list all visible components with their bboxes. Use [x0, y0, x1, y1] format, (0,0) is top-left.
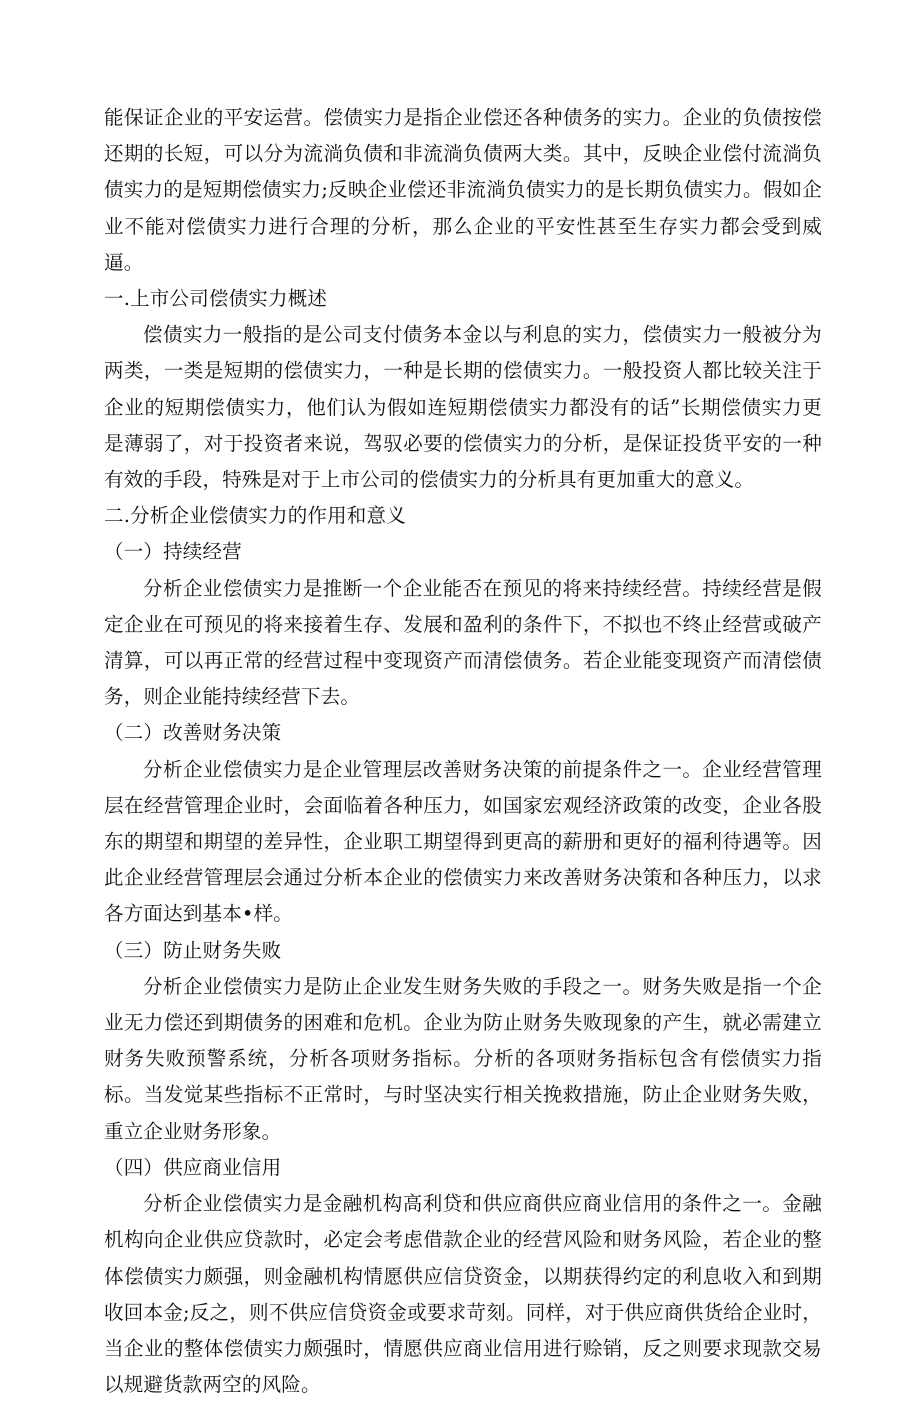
paragraph-overview: 偿债实力一般指的是公司支付债务本金以与利息的实力，偿债实力一般被分为两类，一类是短期的偿债实力，一种是长期的偿债实力。一般投资人都比较关注于企业的短期偿债实力，他们认为假如连短期偿债实力都没有的话”长期偿债实力更是薄弱了，对于投资者来说，驾驭必要的偿债实力的分析，是保证投货平安的一种有效的手段，特殊是对于上市公司的偿债实力的分析具有更加重大的意义。 [104, 323, 822, 492]
section-heading-1: 一.上市公司偿债实力概述 [104, 287, 328, 311]
document-page [104, 100, 822, 1403]
paragraph-prevent-failure: 分析企业偿债实力是防止企业发生财务失败的手段之一。财务失败是指一个企业无力偿还到期债务的困难和危机。企业为防止财务失败现象的产生，就必需建立财务失败预警系统，分析各项财务指标。分析的各项财务指标包含有偿债实力指标。当发觉某些指标不正常时，与时坚决实行相关挽救措施，防止企业财务失败，重立企业财务形象。 [104, 974, 822, 1143]
paragraph-commercial-credit: 分析企业偿债实力是金融机构高利贷和供应商供应商业信用的条件之一。金融机构向企业供应贷款时，必定会考虑借款企业的经营风险和财务风险，若企业的整体偿债实力颇强，则金融机构情愿供应信贷资金，以期获得约定的利息收入和到期收回本金;反之，则不供应信贷资金或要求苛刻。同样，对于供应商供货给企业时，当企业的整体偿债实力颇强时，情愿供应商业信用进行赊销，反之则要求现款交易以规避货款两空的风险。 [104, 1192, 822, 1397]
subsection-heading-prevent-failure: （三）防止财务失败 [104, 938, 282, 962]
subsection-heading-commercial-credit: （四）供应商业信用 [104, 1155, 282, 1179]
paragraph-financial-decisions: 分析企业偿债实力是企业管理层改善财务决策的前提条件之一。企业经营管理层在经营管理企业时，会面临着各种压力，如国家宏观经济政策的改变，企业各股东的期望和期望的差异性，企业职工期望得到更高的薪册和更好的福利待遇等。因此企业经营管理层会通过分析本企业的偿债实力来改善财务决策和各种压力，以求各方面达到基本•样。 [104, 757, 822, 926]
subsection-heading-continuing-operation: （一）持续经营 [104, 540, 242, 564]
paragraph-intro-continued: 能保证企业的平安运营。偿债实力是指企业偿还各种债务的实力。企业的负债按偿还期的长短，可以分为流淌负债和非流淌负债两大类。其中，反映企业偿付流淌负债实力的是短期偿债实力;反映企业偿还非流淌负债实力的是长期负债实力。假如企业不能对偿债实力进行合理的分析，那么企业的平安性甚至生存实力都会受到威逼。 [104, 106, 822, 274]
paragraph-continuing-operation: 分析企业偿债实力是推断一个企业能否在预见的将来持续经营。持续经营是假定企业在可预见的将来接着生存、发展和盈利的条件下，不拟也不终止经营或破产清算，可以再正常的经营过程中变现资产而清偿债务。若企业能变现资产而清偿债务，则企业能持续经营下去。 [104, 576, 822, 709]
subsection-heading-financial-decisions: （二）改善财务决策 [104, 721, 282, 745]
section-heading-2: 二.分析企业偿债实力的作用和意义 [104, 504, 406, 528]
